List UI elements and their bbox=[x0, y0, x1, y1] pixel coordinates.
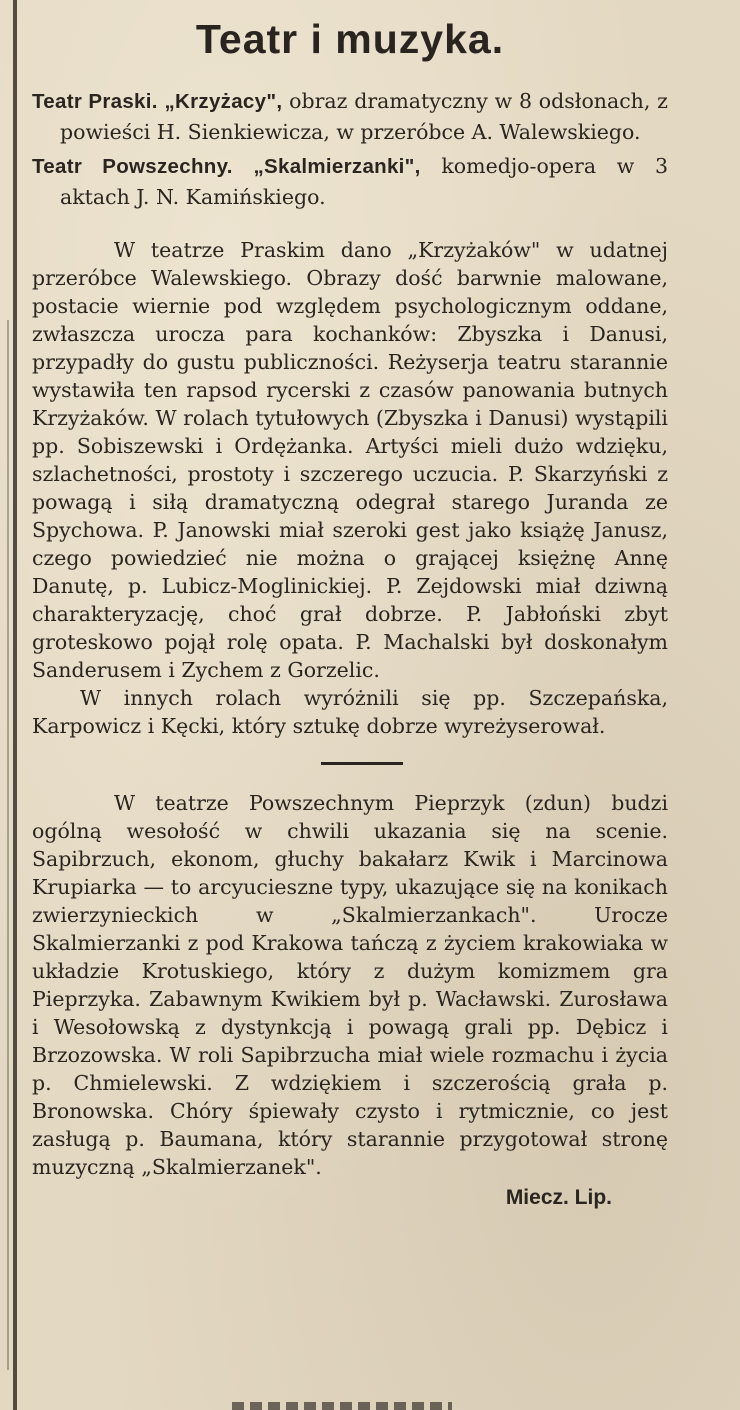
notice-theatre: Teatr Praski. bbox=[32, 90, 158, 113]
notice-praski bbox=[32, 86, 668, 147]
author-signature: Miecz. Lip. bbox=[505, 1186, 612, 1209]
notice-powszechny bbox=[32, 151, 668, 212]
column-rule bbox=[13, 0, 17, 1410]
next-heading-fragment bbox=[232, 1396, 452, 1410]
notice-details: obraz dramatyczny w 8 odsłonach, z powieści H. Sienkiewicza, w przeróbce A. Walewskiego. bbox=[60, 89, 668, 144]
column-rule-faint bbox=[7, 320, 9, 1370]
review-powszechny-paragraph: W teatrze Powszechnym Pieprzyk (zdun) budzi ogólną wesołość w chwili ukazania się na scenie. Sapibrzuch, ekonom, głuchy bakałarz Kwik i Marcinowa Krupiarka — to arcyucieszne typy, ukazujące się na konikach zwierzynieckich w „Skalmierzankach". Urocze Skalmierzanki z pod Krakowa tańczą z życiem krakowiaka w układzie Krotuskiego, który z dużym komizmem gra Pieprzyka. Zabawnym Kwikiem był p. Wacławski. Zurosława i Wesołowską z dystynkcją i powagą grali pp. Dębicz i Brzozowska. W roli Sapibrzucha miał wiele rozmachu i życia p. Chmielewski. Z wdziękiem i szczerością grała p. Bronowska. Chóry śpiewały czysto i rytmicznie, co jest zasługą p. Baumana, który starannie przygotował stronę muzyczną „Skalmierzanek". bbox=[32, 791, 668, 1179]
notice-work: „Skalmierzanki", bbox=[253, 155, 421, 178]
review-praski-paragraph: W teatrze Praskim dano „Krzyżaków" w udatnej przeróbce Walewskiego. Obrazy dość barwnie malowane, postacie wiernie pod względem psychologicznym oddane, zwłaszcza urocza para kochanków: Zbyszka i Danusi, przypadły do gustu publiczności. Reżyserja teatru starannie wystawiła ten rapsod rycerski z czasów panowania butnych Krzyżaków. W rolach tytułowych (Zbyszka i Danusi) wystąpili pp. Sobiszewski i Ordężanka. Artyści mieli dużo wdzięku, szlachetności, prostoty i szczerego uczucia. P. Skarzyński z powagą i siłą dramatyczną odegrał starego Juranda ze Spychowa. P. Janowski miał szeroki gest jako książę Janusz, czego powiedzieć nie można o grającej księżnę Annę Danutę, p. Lubicz-Moglinickiej. P. Zejdowski miał dziwną charakteryzację, choć grał dobrze. P. Jabłoński zbyt groteskowo pojął rolę opata. P. Machalski był doskonałym Sanderusem i Zychem z Gorzelic. bbox=[32, 238, 668, 682]
section-separator bbox=[321, 762, 403, 765]
review-praski-paragraph: W innych rolach wyróżnili się pp. Szczepańska, Karpowicz i Kęcki, który sztukę dobrze wyreżyserował. bbox=[32, 686, 668, 738]
notice-theatre: Teatr Powszechny. bbox=[32, 155, 233, 178]
notice-details: komedjo-opera w 3 aktach J. N. Kamińskiego. bbox=[60, 154, 668, 209]
notice-work: „Krzyżacy", bbox=[164, 90, 283, 113]
article-column bbox=[32, 10, 668, 1213]
section-title: Teatr i muzyka. bbox=[195, 16, 505, 62]
